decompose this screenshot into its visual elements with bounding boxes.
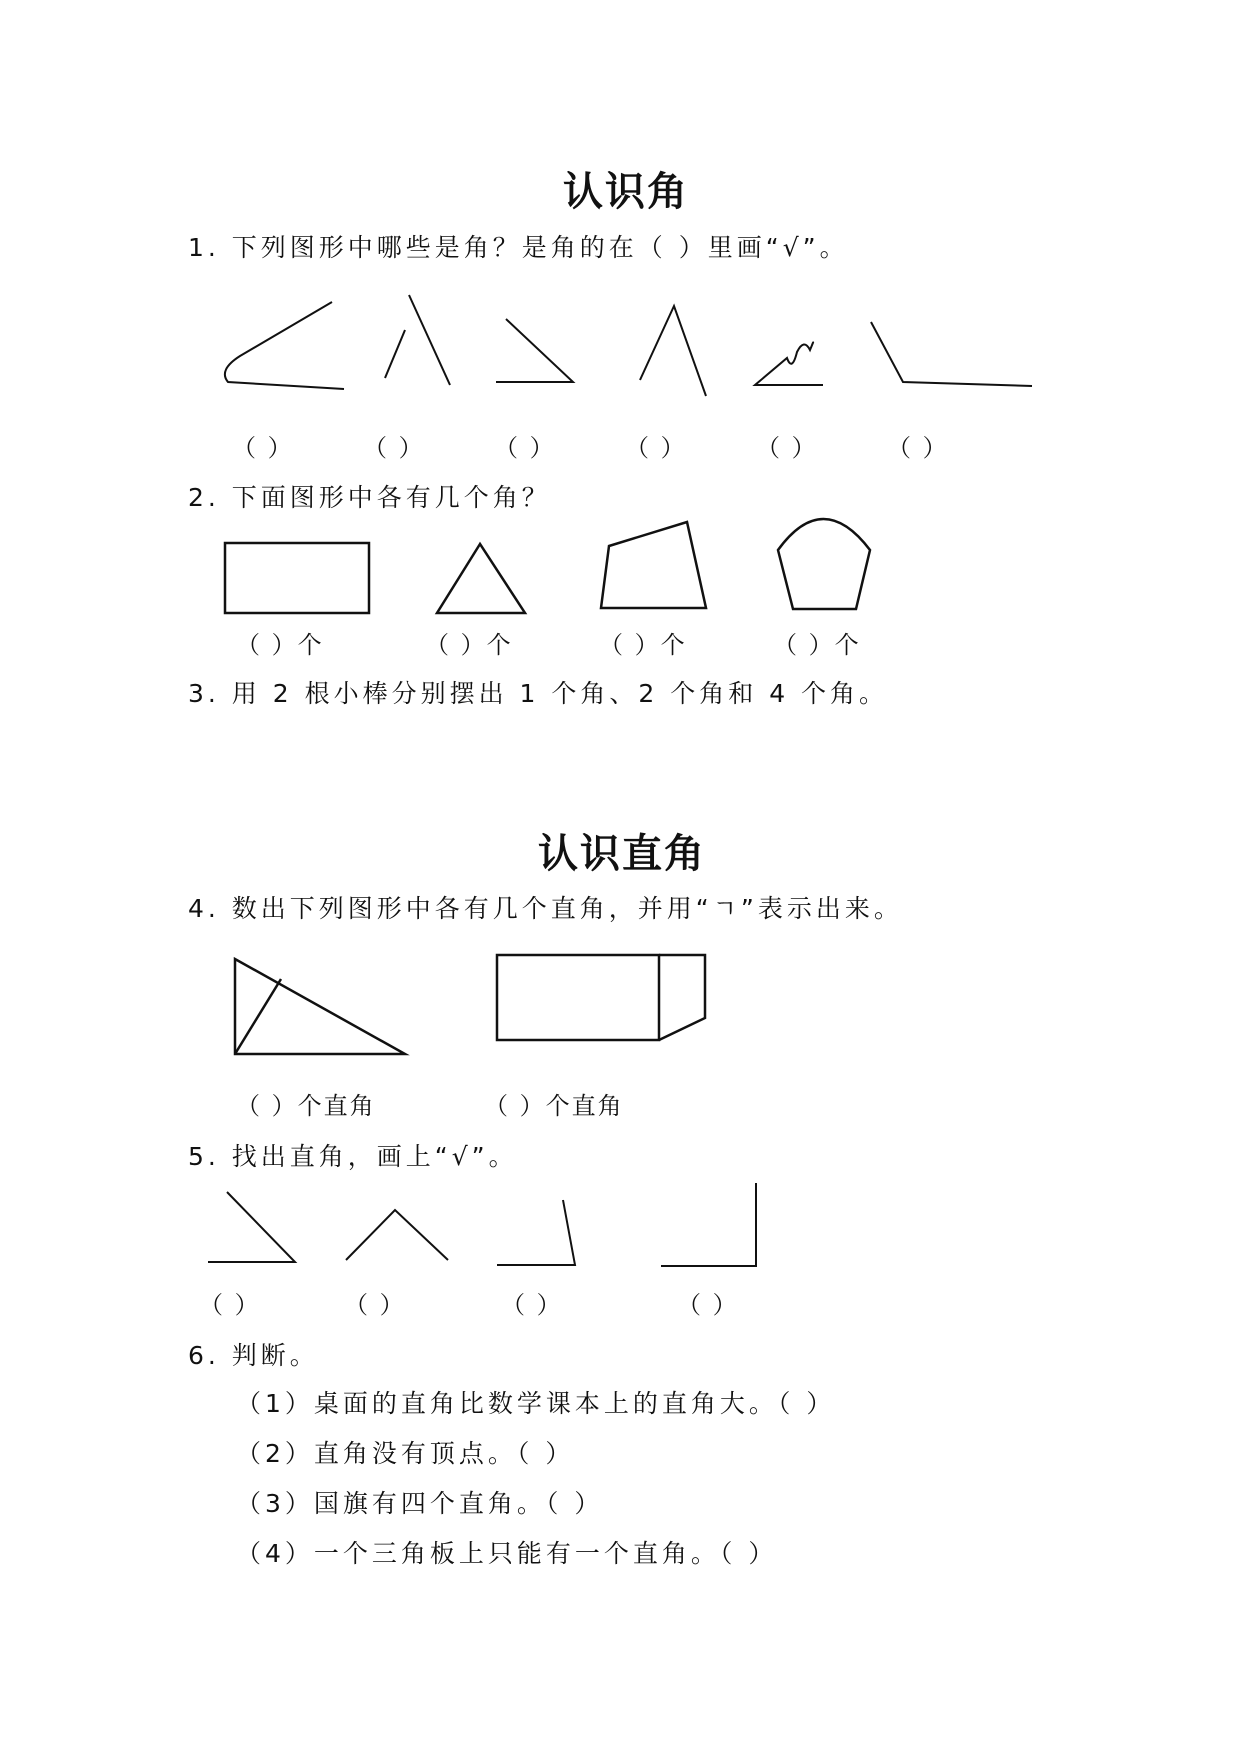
section1-title: 认识角	[563, 168, 689, 215]
q5-figure-4	[661, 1183, 756, 1266]
q5-figure-3	[497, 1200, 575, 1265]
q1-answer-5[interactable]: （ ）	[756, 434, 818, 462]
q6-item-1[interactable]: （1）桌面的直角比数学课本上的直角大。（ ）	[236, 1389, 836, 1418]
q5-figure-2	[346, 1210, 448, 1260]
q6-item-2[interactable]: （2）直角没有顶点。（ ）	[236, 1439, 575, 1468]
q2-answer-3[interactable]: （ ）个	[599, 631, 687, 659]
question-2-prompt: 2. 下面图形中各有几个角？	[188, 483, 551, 512]
q4-answer-2[interactable]: （ ）个直角	[484, 1092, 624, 1120]
q4-answer-1[interactable]: （ ）个直角	[236, 1092, 376, 1120]
question-3-prompt: 3. 用 2 根小棒分别摆出 1 个角、2 个角和 4 个角。	[188, 679, 889, 708]
section2-title: 认识直角	[538, 830, 706, 877]
question-5-prompt: 5. 找出直角，画上“√”。	[188, 1142, 518, 1171]
question-4-prompt: 4. 数出下列图形中各有几个直角，并用“ㄱ”表示出来。	[188, 894, 903, 923]
q5-answer-2[interactable]: （ ）	[344, 1291, 406, 1319]
q5-answer-4[interactable]: （ ）	[677, 1291, 739, 1319]
q1-answer-4[interactable]: （ ）	[625, 434, 687, 462]
q1-answer-3[interactable]: （ ）	[494, 434, 556, 462]
question-1-prompt: 1. 下列图形中哪些是角？是角的在（ ）里画“√”。	[188, 233, 849, 262]
q2-answer-2[interactable]: （ ）个	[425, 631, 513, 659]
q5-figure-1	[208, 1192, 295, 1262]
q1-answer-6[interactable]: （ ）	[887, 434, 949, 462]
q6-item-3[interactable]: （3）国旗有四个直角。（ ）	[236, 1489, 604, 1518]
q5-answer-3[interactable]: （ ）	[501, 1291, 563, 1319]
q5-answer-1[interactable]: （ ）	[199, 1291, 261, 1319]
q1-answer-2[interactable]: （ ）	[363, 434, 425, 462]
q2-answer-1[interactable]: （ ）个	[236, 631, 324, 659]
q6-item-4[interactable]: （4）一个三角板上只能有一个直角。（ ）	[236, 1539, 778, 1568]
q1-answer-1[interactable]: （ ）	[232, 434, 294, 462]
question-6-prompt: 6. 判断。	[188, 1341, 319, 1370]
q2-answer-4[interactable]: （ ）个	[773, 631, 861, 659]
